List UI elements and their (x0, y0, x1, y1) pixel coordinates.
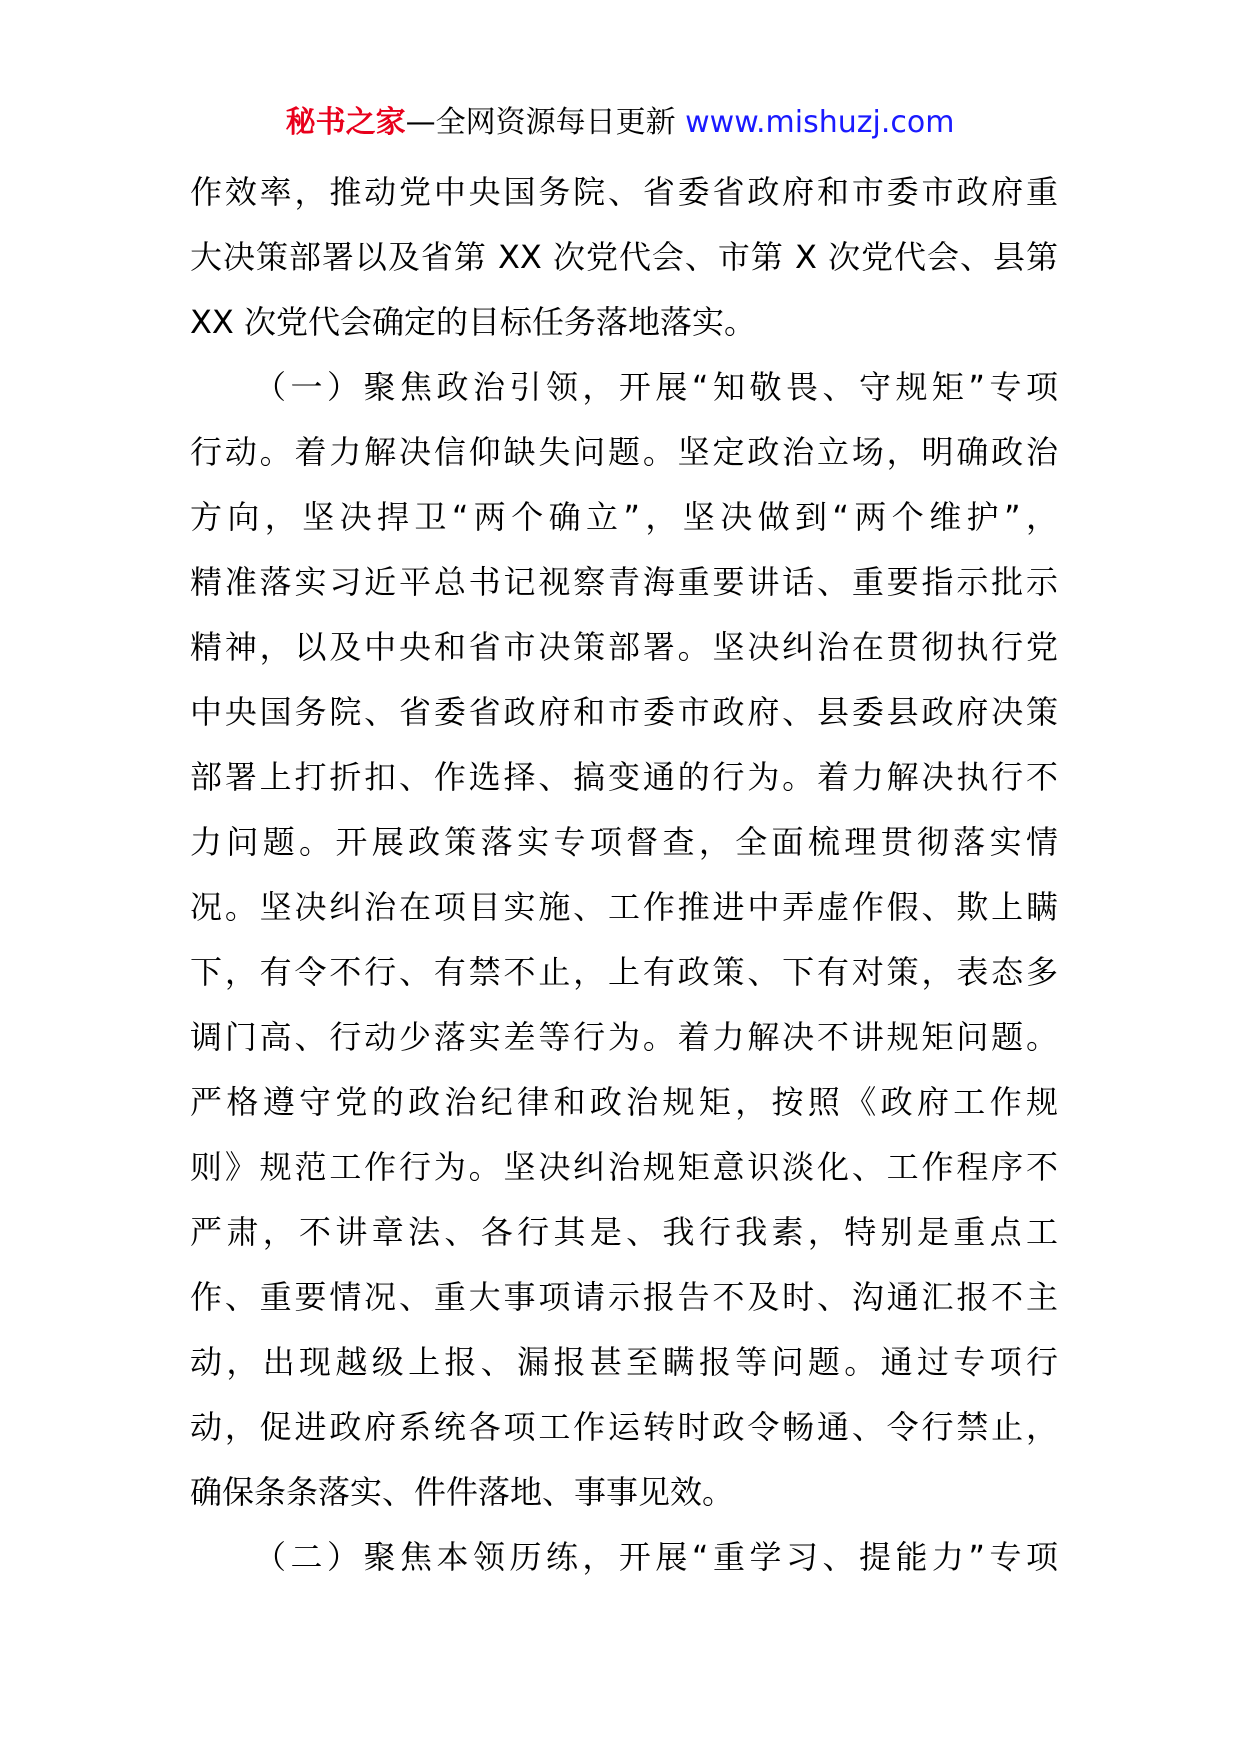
text-line: 大决策部署以及省第 XX 次党代会、市第 X 次党代会、县第 (190, 238, 1058, 276)
text-line: 下，有令不行、有禁不止，上有政策、下有对策，表态多 (190, 953, 1058, 991)
text-line: 力问题。开展政策落实专项督查，全面梳理贯彻落实情 (190, 823, 1058, 861)
text-line: 严格遵守党的政治纪律和政治规矩，按照《政府工作规 (190, 1083, 1058, 1121)
brand-name: 秘书之家 (285, 105, 406, 140)
watermark-header (0, 100, 1240, 146)
text-line: 确保条条落实、件件落地、事事见效。 (190, 1473, 735, 1511)
text-line: 部署上打折扣、作选择、搞变通的行为。着力解决执行不 (190, 758, 1058, 796)
text-line: 作效率，推动党中央国务院、省委省政府和市委市政府重 (190, 173, 1058, 211)
text-line: 严肃，不讲章法、各行其是、我行我素，特别是重点工 (190, 1213, 1058, 1251)
text-line: XX 次党代会确定的目标任务落地落实。 (190, 303, 757, 341)
text-line: 方向，坚决捍卫“两个确立”，坚决做到“两个维护”， (190, 498, 1058, 536)
text-line: 则》规范工作行为。坚决纠治规矩意识淡化、工作程序不 (190, 1148, 1058, 1186)
text-line: 精神，以及中央和省市决策部署。坚决纠治在贯彻执行党 (190, 628, 1058, 666)
section-heading-line: （二）聚焦本领历练，开展“重学习、提能力”专项 (254, 1538, 1058, 1576)
text-line: 调门高、行动少落实差等行为。着力解决不讲规矩问题。 (190, 1018, 1058, 1056)
document-body (190, 160, 1058, 1590)
text-line: 动，出现越级上报、漏报甚至瞒报等问题。通过专项行 (190, 1343, 1058, 1381)
text-line: 作、重要情况、重大事项请示报告不及时、沟通汇报不主 (190, 1278, 1058, 1316)
text-line: 动，促进政府系统各项工作运转时政令畅通、令行禁止， (190, 1408, 1058, 1446)
header-tagline: —全网资源每日更新 (405, 105, 686, 140)
text-line: 中央国务院、省委省政府和市委市政府、县委县政府决策 (190, 693, 1058, 731)
text-line: 行动。着力解决信仰缺失问题。坚定政治立场，明确政治 (190, 433, 1058, 471)
text-line: 况。坚决纠治在项目实施、工作推进中弄虚作假、欺上瞒 (190, 888, 1058, 926)
section-heading-line: （一）聚焦政治引领，开展“知敬畏、守规矩”专项 (254, 368, 1058, 406)
text-line: 精准落实习近平总书记视察青海重要讲话、重要指示批示 (190, 563, 1058, 601)
header-url-link[interactable]: www.mishuzj.com (685, 105, 955, 140)
